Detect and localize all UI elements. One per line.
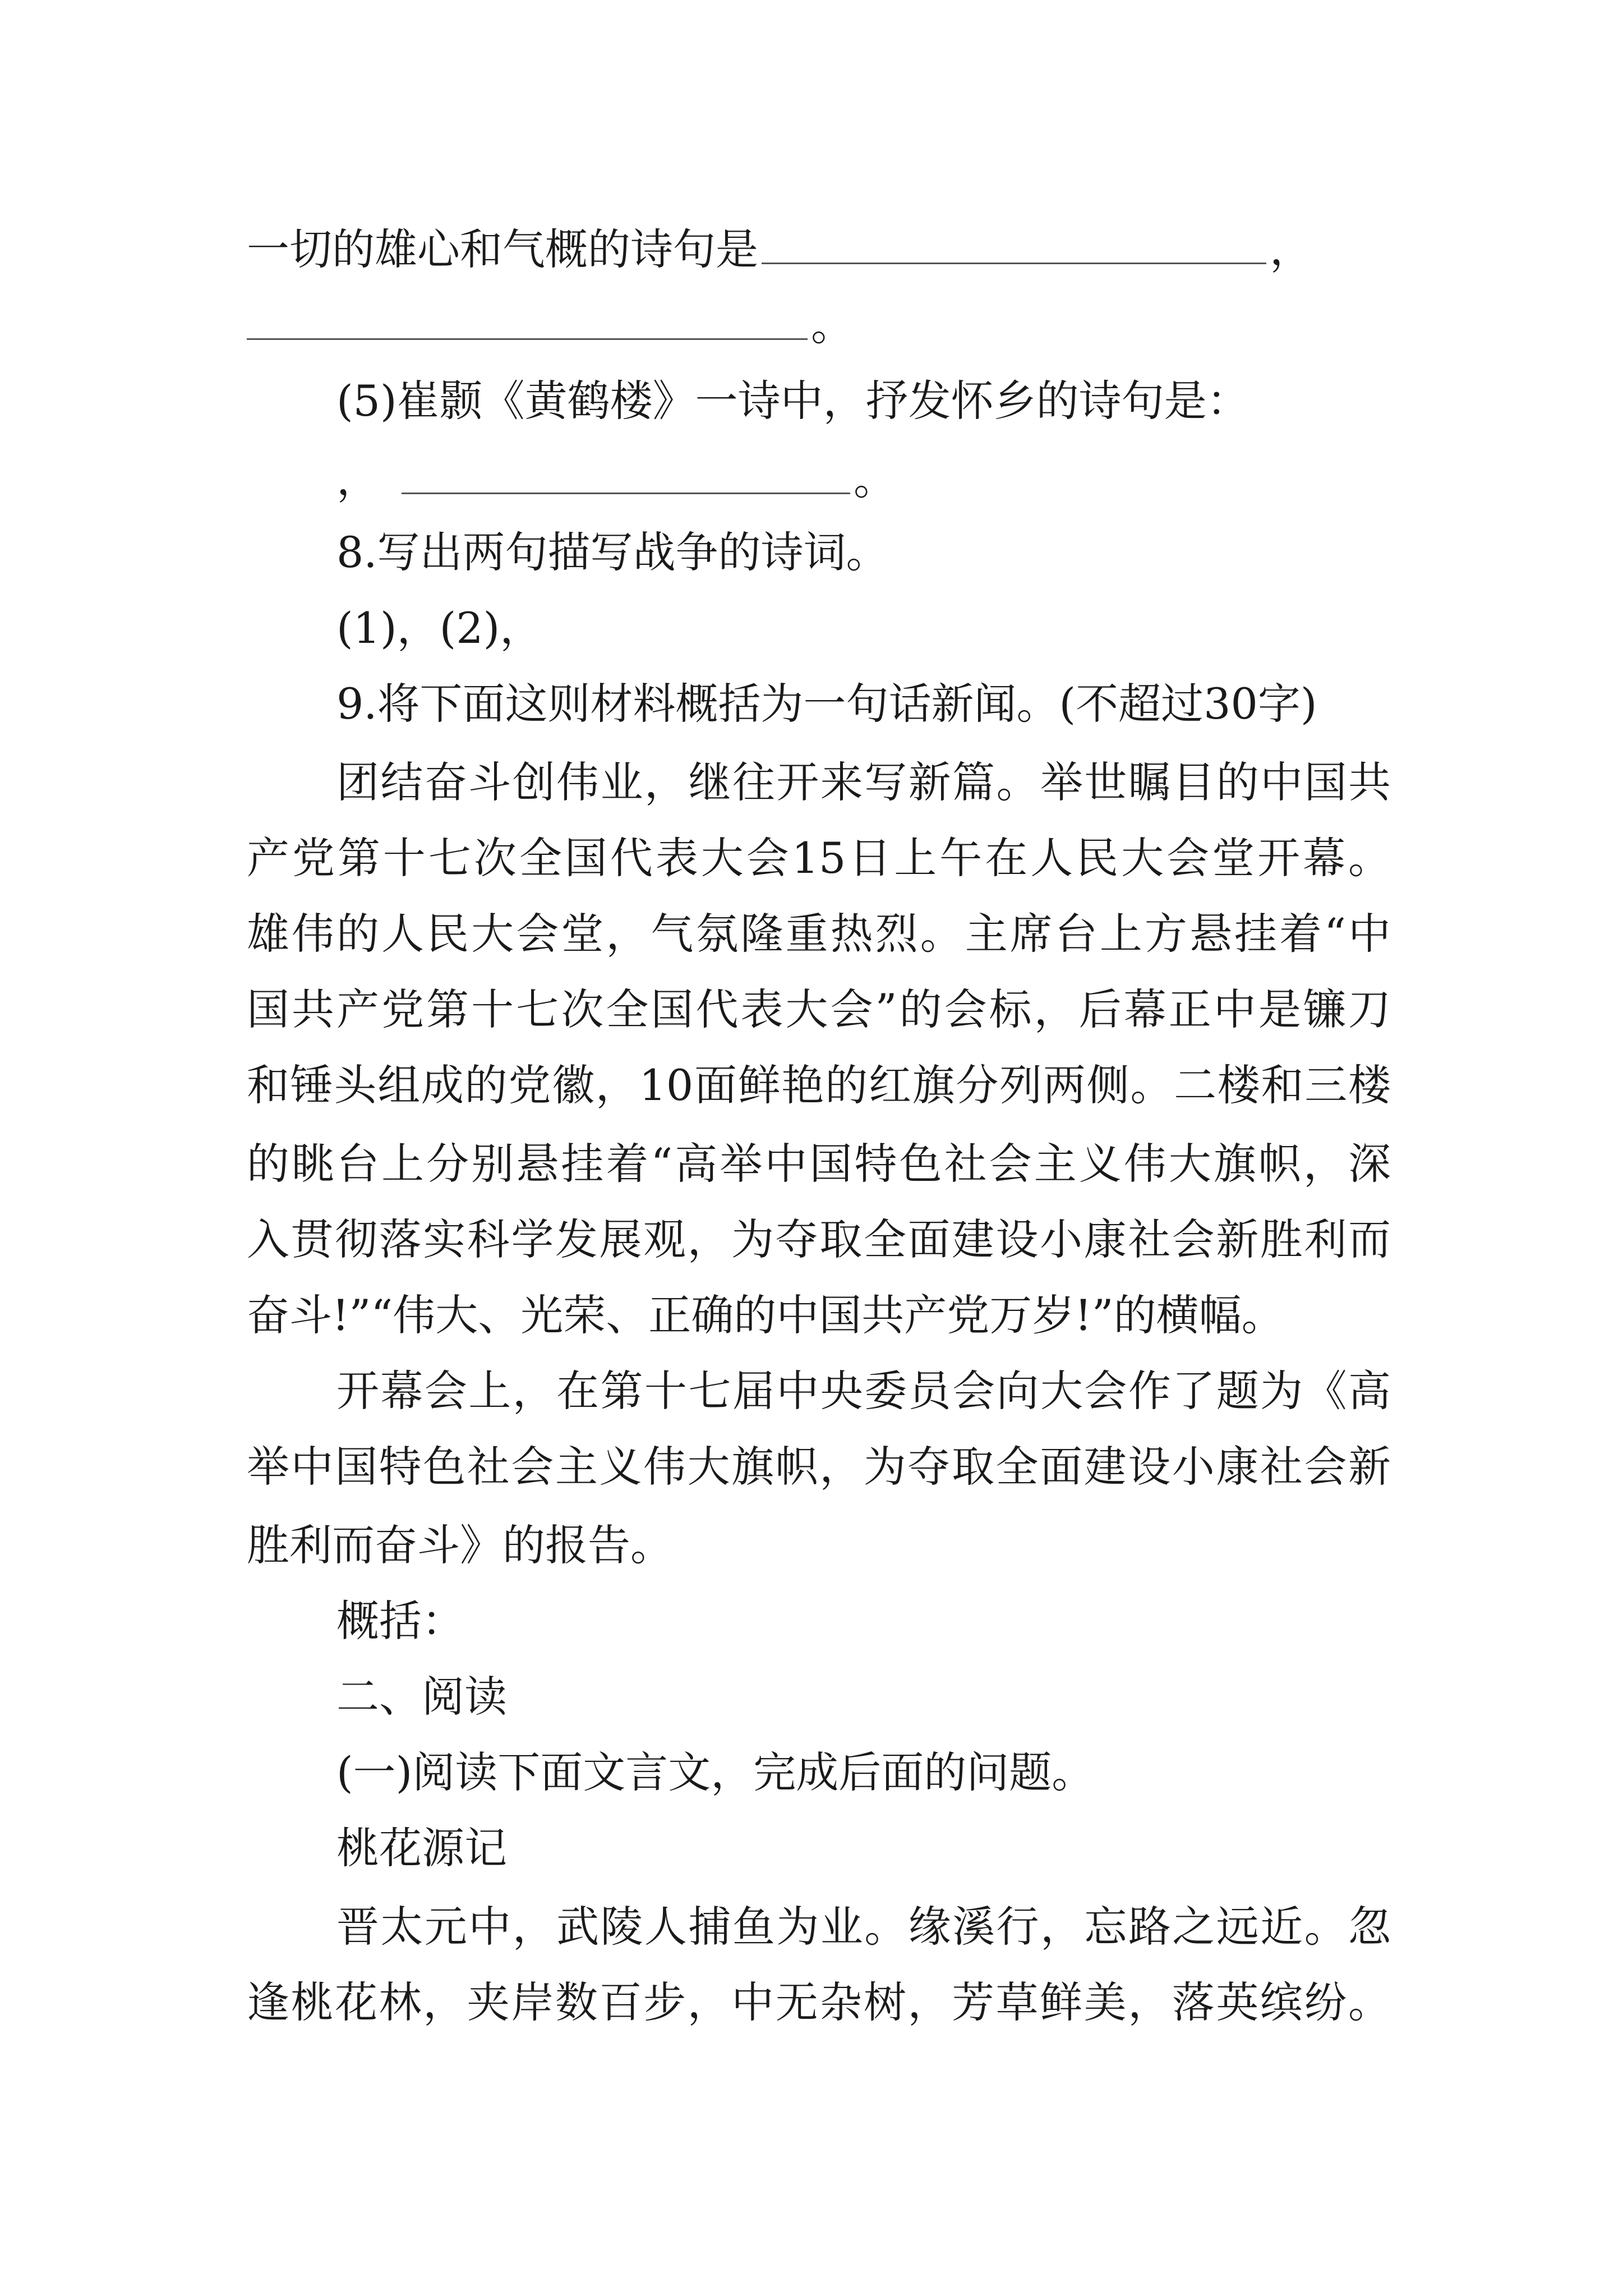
p2-line-3: 胜利而奋斗》的报告。 [247, 1520, 673, 1570]
reading-instruction: (一)阅读下面文言文，完成后面的问题。 [336, 1747, 1095, 1797]
p1-line-6: 的眺台上分别悬挂着“高举中国特色社会主义伟大旗帜，深 [247, 1139, 1391, 1189]
p2-line-2: 举中国特色社会主义伟大旗帜，为夺取全面建设小康社会新 [247, 1442, 1391, 1492]
comma: ， [1270, 224, 1312, 274]
q8-answers-line [336, 600, 1391, 656]
answer-blank[interactable] [762, 229, 1266, 264]
q7-5-line [336, 373, 1391, 429]
period: 。 [854, 454, 896, 504]
period: 。 [811, 300, 854, 350]
q9-text: 9.将下面这则材料概括为一句话新闻。(不超过30字) [336, 679, 1317, 729]
answer-blank[interactable] [247, 305, 808, 340]
p1-line-2: 产党第十七次全国代表大会15日上午在人民大会堂开幕。 [247, 833, 1391, 883]
p1-line-5: 和锤头组成的党徽，10面鲜艳的红旗分列两侧。二楼和三楼 [247, 1060, 1391, 1110]
section-heading: 二、阅读 [336, 1672, 507, 1722]
q7-4-line-2 [247, 297, 1391, 353]
p1-line-3: 雄伟的人民大会堂，气氛隆重热烈。主席台上方悬挂着“中 [247, 909, 1391, 959]
p2-line-1: 开幕会上，在第十七届中央委员会向大会作了题为《高 [336, 1366, 1391, 1416]
q8-text: 8.写出两句描写战争的诗词。 [336, 527, 889, 577]
q8-answers: (1)，(2)， [336, 603, 543, 653]
q7-4-text: 一切的雄心和气概的诗句是 [247, 224, 758, 274]
q9-line [336, 676, 1391, 732]
classical-line-1: 晋太元中，武陵人捕鱼为业。缘溪行，忘路之远近。忽 [336, 1902, 1391, 1952]
q8-line [336, 524, 1391, 581]
p1-line-7: 入贯彻落实科学发展观，为夺取全面建设小康社会新胜利而 [247, 1214, 1391, 1264]
p1-line-1: 团结奋斗创伟业，继往开来写新篇。举世瞩目的中国共 [336, 757, 1391, 807]
answer-blank[interactable] [402, 459, 850, 494]
comma: ， [336, 454, 379, 504]
q7-5-text: (5)崔颢《黄鹤楼》一诗中，抒发怀乡的诗句是： [336, 376, 1249, 426]
summary-label: 概括： [336, 1596, 464, 1646]
p1-line-8: 奋斗!”“伟大、光荣、正确的中国共产党万岁!”的横幅。 [247, 1290, 1284, 1340]
p1-line-4: 国共产党第十七次全国代表大会”的会标，后幕正中是镰刀 [247, 984, 1391, 1034]
q7-5-answer-line [336, 452, 1391, 508]
q7-4-line [247, 222, 1391, 278]
classical-line-2: 逢桃花林，夹岸数百步，中无杂树，芳草鲜美，落英缤纷。 [247, 1977, 1391, 2027]
text-title: 桃花源记 [336, 1823, 507, 1873]
